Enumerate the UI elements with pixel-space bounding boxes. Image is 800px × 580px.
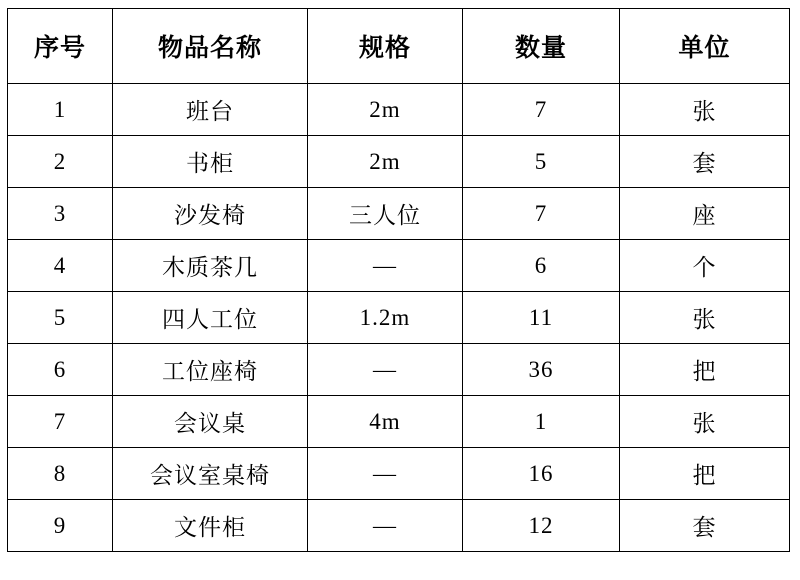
cell-quantity: 1	[463, 396, 620, 448]
cell-unit: 个	[620, 240, 790, 292]
cell-name: 书柜	[113, 136, 308, 188]
cell-name: 沙发椅	[113, 188, 308, 240]
cell-spec: 4m	[308, 396, 463, 448]
cell-quantity: 5	[463, 136, 620, 188]
column-header-index: 序号	[8, 9, 113, 84]
table-row	[8, 500, 790, 552]
cell-name: 工位座椅	[113, 344, 308, 396]
cell-unit: 张	[620, 292, 790, 344]
cell-name: 文件柜	[113, 500, 308, 552]
table-row	[8, 396, 790, 448]
cell-index: 6	[8, 344, 113, 396]
cell-unit: 张	[620, 84, 790, 136]
table-header-row	[8, 9, 790, 84]
cell-name: 班台	[113, 84, 308, 136]
table-header	[8, 9, 790, 84]
cell-spec: —	[308, 500, 463, 552]
cell-name: 会议室桌椅	[113, 448, 308, 500]
cell-unit: 把	[620, 344, 790, 396]
column-header-unit: 单位	[620, 9, 790, 84]
table-row	[8, 136, 790, 188]
cell-spec: 1.2m	[308, 292, 463, 344]
cell-unit: 张	[620, 396, 790, 448]
cell-spec: —	[308, 448, 463, 500]
cell-index: 8	[8, 448, 113, 500]
cell-name: 木质茶几	[113, 240, 308, 292]
table-row	[8, 292, 790, 344]
cell-spec: 三人位	[308, 188, 463, 240]
cell-quantity: 36	[463, 344, 620, 396]
cell-unit: 把	[620, 448, 790, 500]
table-row	[8, 188, 790, 240]
cell-name: 会议桌	[113, 396, 308, 448]
table-body	[8, 84, 790, 552]
table-row	[8, 84, 790, 136]
cell-quantity: 7	[463, 188, 620, 240]
column-header-quantity: 数量	[463, 9, 620, 84]
cell-name: 四人工位	[113, 292, 308, 344]
cell-index: 4	[8, 240, 113, 292]
cell-spec: —	[308, 344, 463, 396]
table-row	[8, 240, 790, 292]
column-header-spec: 规格	[308, 9, 463, 84]
document-page	[0, 8, 800, 580]
cell-index: 7	[8, 396, 113, 448]
cell-index: 3	[8, 188, 113, 240]
cell-quantity: 12	[463, 500, 620, 552]
cell-unit: 套	[620, 500, 790, 552]
cell-unit: 座	[620, 188, 790, 240]
inventory-table	[7, 8, 790, 552]
table-row	[8, 448, 790, 500]
cell-spec: 2m	[308, 136, 463, 188]
cell-quantity: 6	[463, 240, 620, 292]
cell-spec: 2m	[308, 84, 463, 136]
cell-index: 5	[8, 292, 113, 344]
table-row	[8, 344, 790, 396]
cell-spec: —	[308, 240, 463, 292]
cell-quantity: 11	[463, 292, 620, 344]
column-header-name: 物品名称	[113, 9, 308, 84]
cell-quantity: 16	[463, 448, 620, 500]
cell-index: 2	[8, 136, 113, 188]
cell-index: 1	[8, 84, 113, 136]
cell-quantity: 7	[463, 84, 620, 136]
cell-index: 9	[8, 500, 113, 552]
cell-unit: 套	[620, 136, 790, 188]
